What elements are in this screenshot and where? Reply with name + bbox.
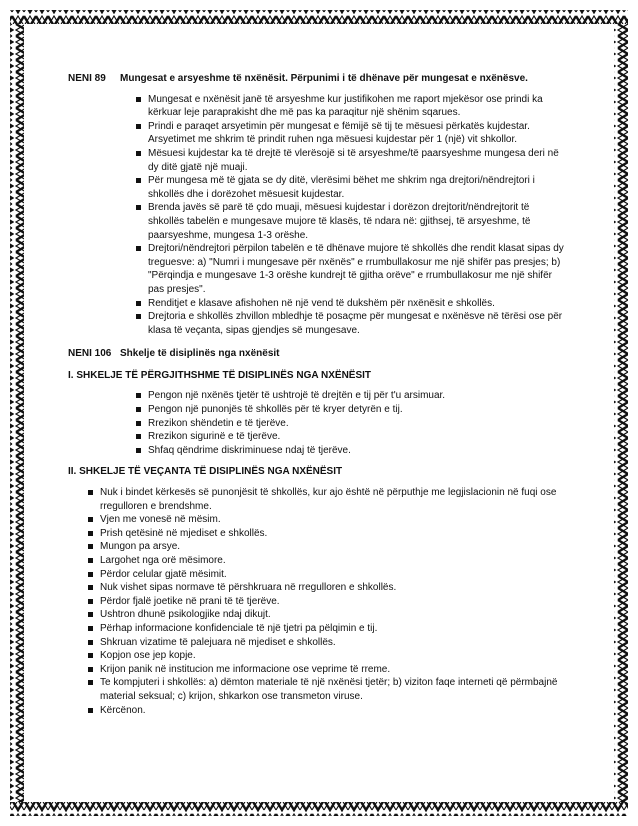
list-item: Mungesat e nxënësit janë të arsyeshme kur justifikohen me raport mjekësor ose prindi ka kërkuar leje paraprakisht dhe më pas ka paraqitur një shënim sqarues. — [148, 93, 568, 120]
article-89-title: Mungesat e arsyeshme të nxënësit. Përpunimi i të dhënave për mungesat e nxënësve. — [120, 73, 528, 84]
list-item: Shkruan vizatime të palejuara në mjediset e shkollës. — [100, 636, 568, 650]
list-item: Brenda javës së parë të çdo muaji, mësuesi kujdestar i dorëzon drejtorit/nëndrejtorit të shkollës tabelën e mungesave mujore të klasës, të ndara në: gjithsej, të arsyeshme, të paarsyeshme, mungesa 1-3 orëshe. — [148, 201, 568, 242]
list-item: Largohet nga orë mësimore. — [100, 554, 568, 568]
section-1-title: I. SHKELJE TË PËRGJITHSHME TË DISIPLINËS NGA NXËNËSIT — [68, 369, 372, 381]
article-89-heading — [68, 72, 568, 86]
list-item: Përdor celular gjatë mësimit. — [100, 568, 568, 582]
list-item: Përhap informacione konfidenciale të një tjetri pa pëlqimin e tij. — [100, 622, 568, 636]
section-1-list — [148, 389, 568, 457]
list-item: Krijon panik në institucion me informacione ose veprime të rreme. — [100, 663, 568, 677]
list-item: Kopjon ose jep kopje. — [100, 649, 568, 663]
article-106-label: NENI 106 — [68, 348, 112, 360]
document-content — [68, 72, 568, 717]
list-item: Mungon pa arsye. — [100, 540, 568, 554]
list-item: Përdor fjalë joetike në prani të të tjerëve. — [100, 595, 568, 609]
article-89-list — [148, 93, 568, 338]
list-item: Nuk i bindet kërkesës së punonjësit të shkollës, kur ajo është në përputhje me legjislacionin në fuqi ose rregulloren e brendshme. — [100, 486, 568, 513]
list-item: Te kompjuteri i shkollës: a) dëmton materiale të një nxënësi tjetër; b) viziton faqe interneti që përmbajnë material seksual; c) krijon, shkarkon ose transmeton viruse. — [100, 676, 568, 703]
list-item: Për mungesa më të gjata se dy ditë, vlerësimi bëhet me shkrim nga drejtori/nëndrejtori i shkollës dhe i dorëzohet mësuesit kujdestar. — [148, 174, 568, 201]
list-item: Drejtoria e shkollës zhvillon mbledhje të posaçme për mungesat e nxënësve në tërësi ose për klasa të veçanta, sipas gjendjes së mungesave. — [148, 310, 568, 337]
list-item: Drejtori/nëndrejtori përpilon tabelën e të dhënave mujore të shkollës dhe rendit klasat sipas dy treguesve: a) "Numri i mungesave për nxënës" e rrumbullakosur me një shifër pas presjes; b) "Përqindja e mungesave 1-3 orëshe kundrejt të gjitha orëve" e rrumbullakosur me një shifër pas presjes". — [148, 242, 568, 296]
list-item: Prindi e paraqet arsyetimin për mungesat e fëmijë së tij te mësuesi përkatës kujdestar. Arsyetimet me shkrim të prindit ruhen nga mësuesi kujdestar për 1 (një) vit shkollor. — [148, 120, 568, 147]
list-item: Mësuesi kujdestar ka të drejtë të vlerësojë si të arsyeshme/të paarsyeshme mungesa deri në dy ditë gjatë një muaji. — [148, 147, 568, 174]
article-89-label: NENI 89 — [68, 73, 106, 84]
list-item: Pengon një nxënës tjetër të ushtrojë të drejtën e tij për t'u arsimuar. — [148, 389, 568, 403]
section-2-title: II. SHKELJE TË VEÇANTA TË DISIPLINËS NGA NXËNËSIT — [68, 466, 343, 478]
list-item: Prish qetësinë në mjediset e shkollës. — [100, 527, 568, 541]
list-item: Vjen me vonesë në mësim. — [100, 513, 568, 527]
list-item: Nuk vishet sipas normave të përshkruara në rregulloren e shkollës. — [100, 581, 568, 595]
list-item: Pengon një punonjës të shkollës për të kryer detyrën e tij. — [148, 403, 568, 417]
list-item: Renditjet e klasave afishohen në një vend të dukshëm për nxënësit e shkollës. — [148, 297, 568, 311]
list-item: Rrezikon sigurinë e të tjerëve. — [148, 430, 568, 444]
list-item: Kërcënon. — [100, 704, 568, 718]
list-item: Shfaq qëndrime diskriminuese ndaj të tjerëve. — [148, 444, 568, 458]
list-item: Ushtron dhunë psikologjike ndaj dikujt. — [100, 608, 568, 622]
article-106-heading — [68, 347, 568, 361]
section-2-list — [100, 486, 568, 717]
list-item: Rrezikon shëndetin e të tjerëve. — [148, 417, 568, 431]
article-106-title: Shkelje të disiplinës nga nxënësit — [120, 348, 280, 360]
